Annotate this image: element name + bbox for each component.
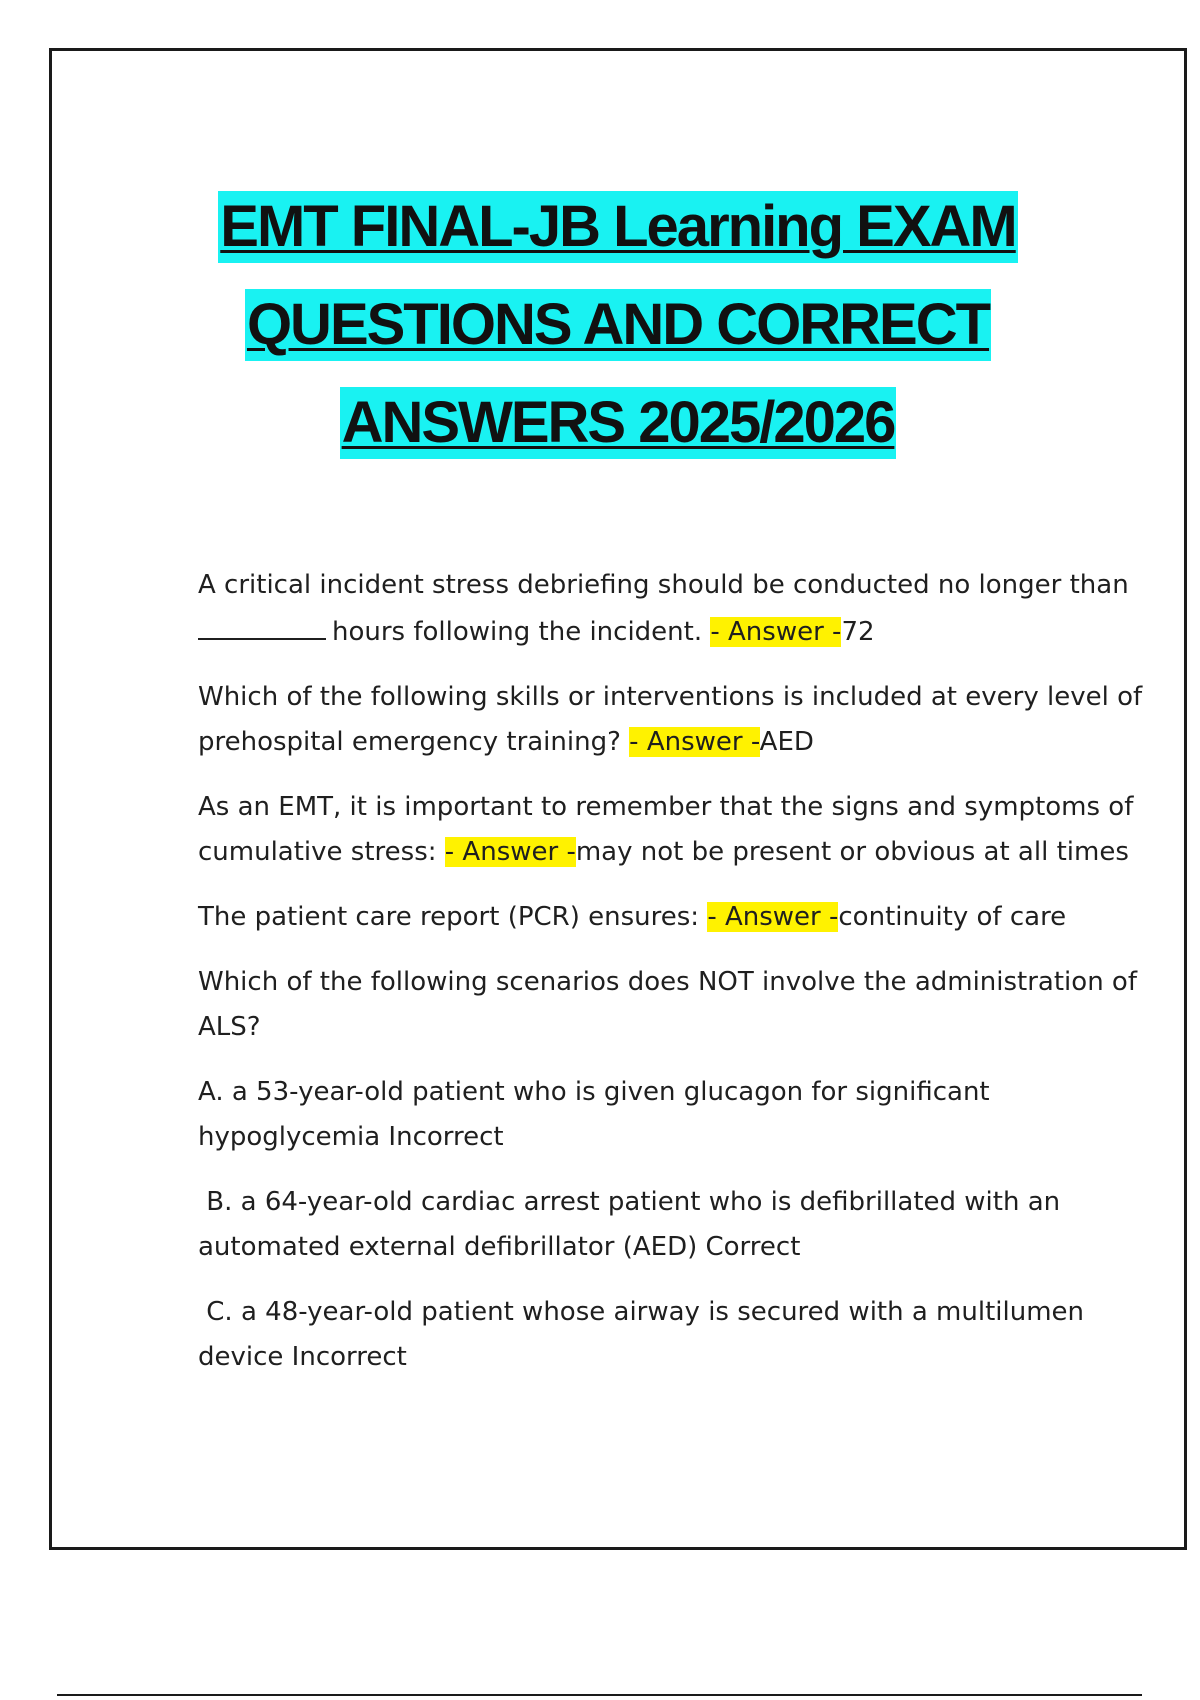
question-text: As an EMT, it is important to remember that the signs and symptoms of cumulative stress: (198, 792, 1134, 867)
question-text: Which of the following scenarios does NOT involve the administration of ALS? (198, 967, 1137, 1042)
qa-list (198, 563, 1148, 1400)
question-text: The patient care report (PCR) ensures: (198, 902, 700, 932)
answer-text: continuity of care (838, 902, 1067, 932)
option-text: C. a 48-year-old patient whose airway is secured with a multilumen device Incorrect (198, 1297, 1085, 1372)
answer-text: may not be present or obvious at all times (575, 837, 1129, 867)
title-line-3: ANSWERS 2025/2026 (340, 387, 897, 459)
answer-text: 72 (841, 617, 875, 647)
document-title (52, 191, 1184, 485)
question-text: Which of the following skills or interventions is included at every level of prehospital emergency training? (198, 682, 1143, 757)
option-a (198, 1070, 1148, 1160)
footer-rule (57, 1694, 1142, 1696)
qa-item-5 (198, 960, 1148, 1050)
fill-in-blank (198, 608, 326, 640)
answer-tag: - Answer - (629, 727, 760, 757)
answer-tag: - Answer - (707, 902, 839, 932)
qa-item-4 (198, 895, 1148, 940)
title-line-1: EMT FINAL-JB Learning EXAM (218, 191, 1017, 263)
title-line-2: QUESTIONS AND CORRECT (245, 289, 991, 361)
option-c (198, 1290, 1148, 1380)
answer-tag: - Answer - (710, 617, 842, 647)
qa-item-3 (198, 785, 1148, 875)
answer-tag: - Answer - (444, 837, 576, 867)
option-b (198, 1180, 1148, 1270)
qa-item-1 (198, 563, 1148, 655)
page-frame (49, 48, 1187, 1550)
qa-item-2 (198, 675, 1148, 765)
answer-text: AED (759, 727, 814, 757)
question-text: A critical incident stress debriefing should be conducted no longer than (198, 570, 1129, 600)
option-text: B. a 64-year-old cardiac arrest patient who is defibrillated with an automated external defibrillator (AED) Correct (198, 1187, 1061, 1262)
question-text: hours following the incident. (332, 617, 703, 647)
option-text: A. a 53-year-old patient who is given glucagon for significant hypoglycemia Incorrect (198, 1077, 990, 1152)
